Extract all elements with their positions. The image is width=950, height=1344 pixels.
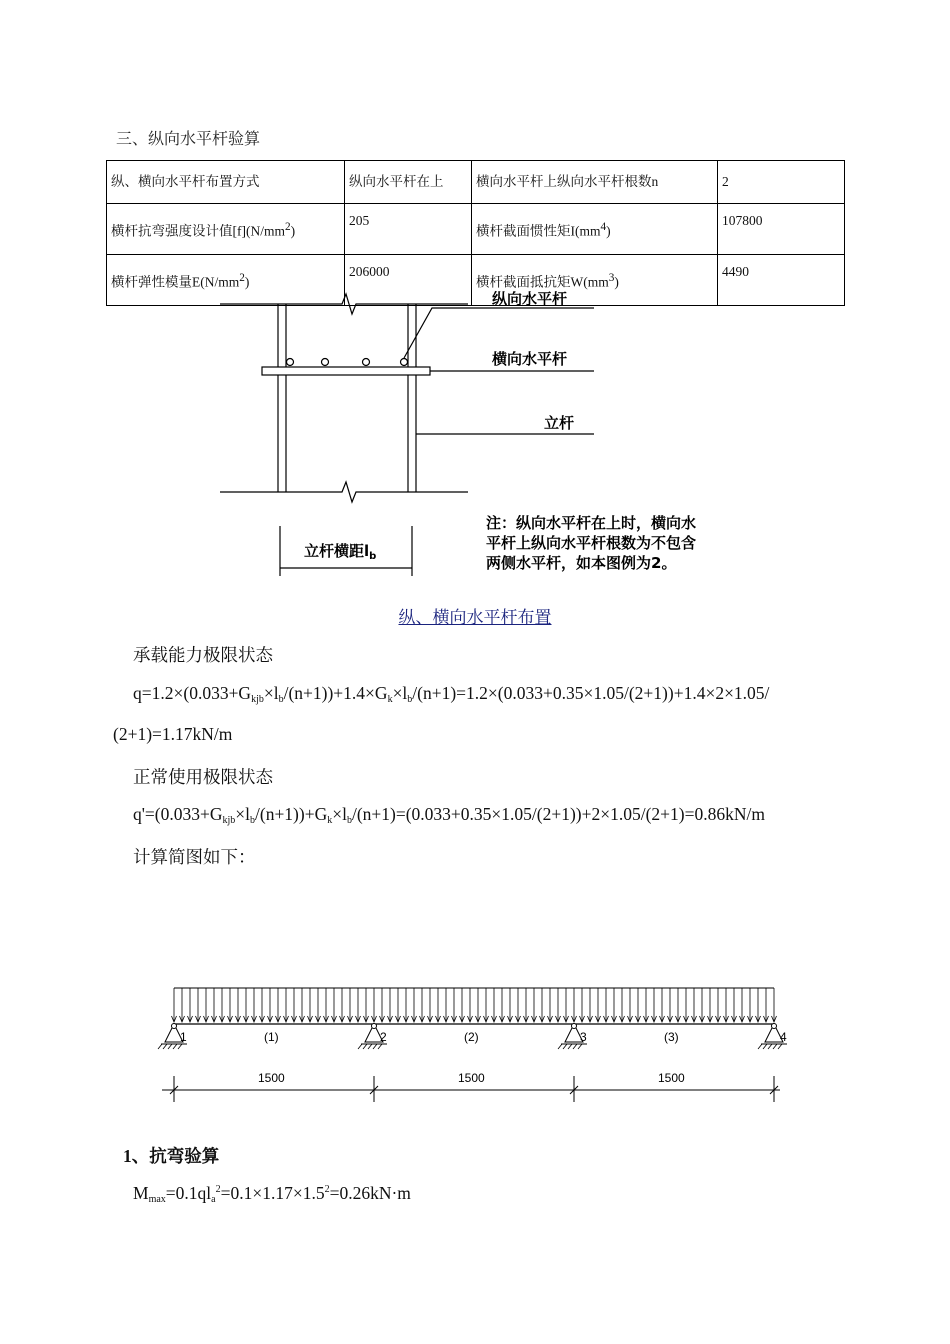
- dimension-label: 1500: [658, 1071, 685, 1085]
- span-label: (3): [664, 1030, 679, 1044]
- table-cell: 横杆截面惯性矩$I(mm^4)$: [472, 204, 718, 255]
- section-title: 三、纵向水平杆验算: [116, 131, 261, 148]
- table-cell: 横杆截面抵抗矩$W(mm^3)$: [472, 255, 718, 306]
- table-cell: 横向水平杆上纵向水平杆根数n: [472, 161, 718, 204]
- bending-title: 1、抗弯验算: [123, 1146, 220, 1166]
- label-longitudinal: 纵向水平杆: [492, 290, 568, 308]
- table-cell: 205: [345, 204, 472, 255]
- dimension-label: 1500: [258, 1071, 285, 1085]
- table-cell: 纵、横向水平杆布置方式: [107, 161, 345, 204]
- label-pole: 立杆: [544, 414, 575, 432]
- support-label: 2: [380, 1030, 387, 1044]
- uls-formula: $q=1.2\times(0.033+G_{kjb}\times l_b/(n+1))+1.4\times G_k\times l_b/(n+1)=1.2\times(0.033+0.35\times 1.05/(2+1))+1.4\times 2\times 1.05/$: [133, 683, 770, 705]
- diagram-intro: 计算简图如下：: [133, 847, 256, 867]
- table-row: [107, 161, 845, 204]
- beam-diagram: [150, 978, 810, 1108]
- sls-title: 正常使用极限状态: [133, 767, 273, 787]
- table-cell: 横杆弹性模量$E(N/mm^2)$: [107, 255, 345, 306]
- table-cell: 206000: [345, 255, 472, 306]
- dimension-label: 1500: [458, 1071, 485, 1085]
- uls-title: 承载能力极限状态: [133, 645, 273, 665]
- span-label: (2): [464, 1030, 479, 1044]
- table-row: [107, 204, 845, 255]
- note-line: 平杆上纵向水平杆根数为不包含: [486, 534, 697, 552]
- table-cell: 2: [718, 161, 845, 204]
- note-line: 注：纵向水平杆在上时，横向水: [486, 514, 697, 532]
- label-spacing: 立杆横距$l_b$: [304, 542, 377, 562]
- bending-formula: $M_{max}=0.1ql_a^2=0.1\times 1.17\times 1.5^2=0.26kN\cdot m$: [133, 1183, 411, 1205]
- label-transverse: 横向水平杆: [492, 350, 568, 368]
- support-label: 4: [780, 1030, 787, 1044]
- span-label: (1): [264, 1030, 279, 1044]
- table-cell: 横杆抗弯强度设计值$[f](N/mm^2)$: [107, 204, 345, 255]
- table-cell: 107800: [718, 204, 845, 255]
- sls-formula: $q'=(0.033+G_{kjb}\times l_b/(n+1))+G_k\times l_b/(n+1)=(0.033+0.35\times 1.05/(2+1))+2\times 1.05/(2+1)=0.86kN/m$: [133, 804, 765, 826]
- bottom-line: [220, 482, 468, 502]
- layout-figure: [0, 286, 950, 586]
- distributed-load: [172, 988, 777, 1022]
- support-label: 3: [580, 1030, 587, 1044]
- note-line: 两侧水平杆，如本图例为2。: [486, 554, 677, 572]
- table-cell: 纵向水平杆在上: [345, 161, 472, 204]
- table-cell: 4490: [718, 255, 845, 306]
- support-label: 1: [180, 1030, 187, 1044]
- figure-caption: 纵、横向水平杆布置: [398, 608, 552, 627]
- params-table: [106, 160, 845, 306]
- uls-formula-line2: (2+1)=1.17kN/m: [113, 724, 233, 744]
